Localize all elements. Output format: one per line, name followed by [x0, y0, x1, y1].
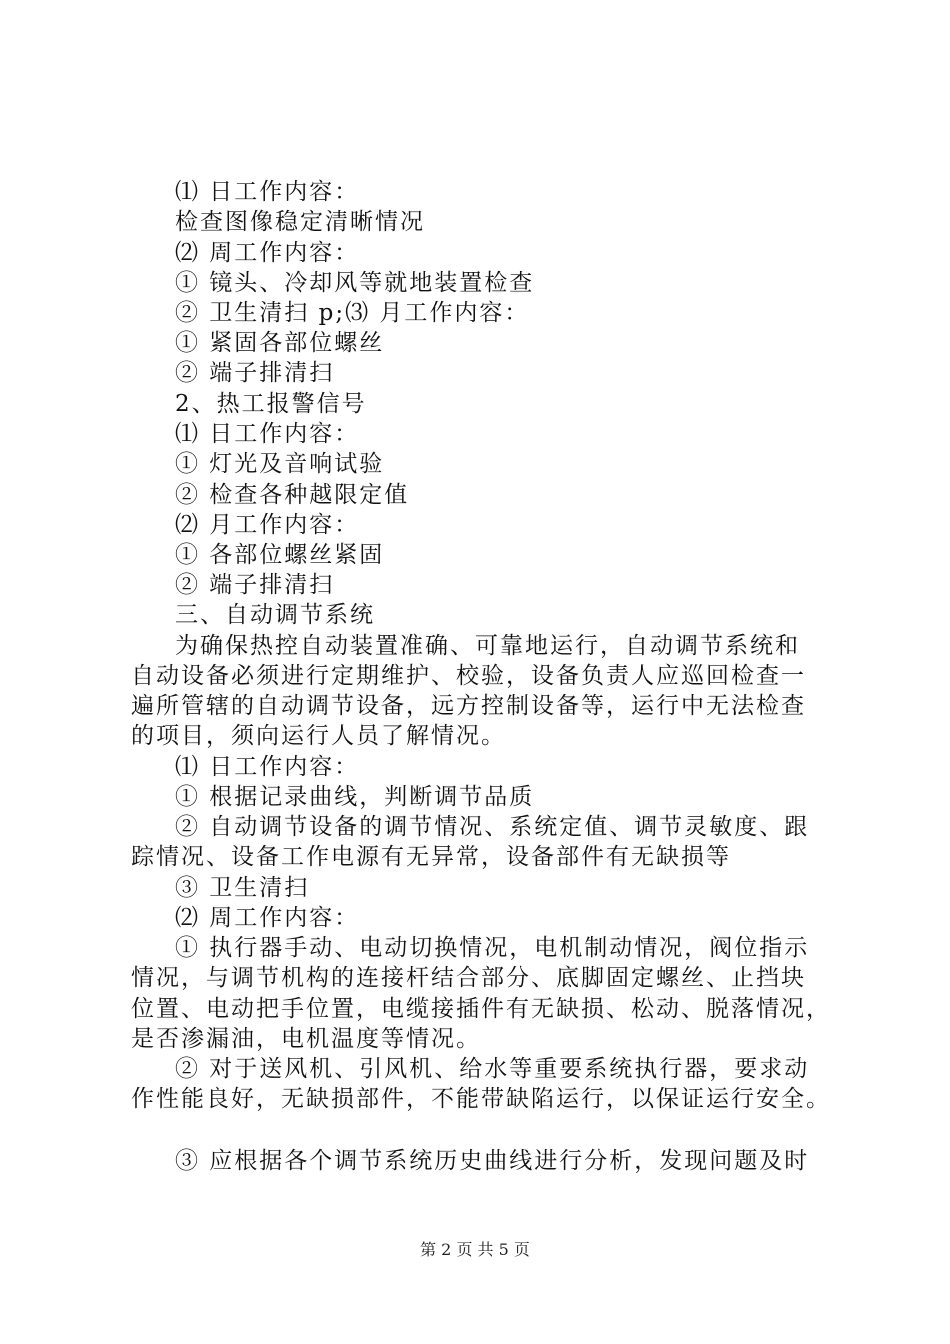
- text-line: ① 各部位螺丝紧固: [175, 542, 385, 568]
- section-heading: 三、自动调节系统: [175, 602, 375, 628]
- paragraph-line: 情况，与调节机构的连接杆结合部分、底脚固定螺丝、止挡块: [131, 965, 806, 991]
- page-number-footer: 第 2 页 共 5 页: [420, 1240, 530, 1259]
- text-line: ⑵ 周工作内容：: [175, 905, 360, 931]
- text-line: ① 根据记录曲线，判断调节品质: [175, 784, 535, 810]
- text-line: ② 检查各种越限定值: [175, 482, 410, 508]
- text-line: ② 端子排清扫: [175, 572, 335, 598]
- text-line: ⑵ 月工作内容：: [175, 512, 360, 538]
- paragraph-line: 位置、电动把手位置，电缆接插件有无缺损、松动、脱落情况，: [131, 996, 831, 1022]
- paragraph-line: 踪情况、设备工作电源有无异常，设备部件有无缺损等: [131, 844, 731, 870]
- text-line: ⑴ 日工作内容：: [175, 754, 360, 780]
- text-line: ⑴ 日工作内容：: [175, 421, 360, 447]
- text-line: ① 镜头、冷却风等就地装置检查: [175, 270, 535, 296]
- paragraph-line: 的项目，须向运行人员了解情况。: [131, 723, 506, 749]
- text-line: ② 卫生清扫 p;⑶ 月工作内容：: [175, 300, 530, 326]
- paragraph-line: 自动设备必须进行定期维护、校验，设备负责人应巡回检查一: [131, 663, 806, 689]
- paragraph-line: 遍所管辖的自动调节设备，远方控制设备等，运行中无法检查: [131, 693, 806, 719]
- text-line: ② 端子排清扫: [175, 360, 335, 386]
- text-line: ① 紧固各部位螺丝: [175, 330, 385, 356]
- paragraph-line: 作性能良好，无缺损部件，不能带缺陷运行，以保证运行安全。: [131, 1086, 831, 1112]
- text-line: 检查图像稳定清晰情况: [175, 209, 425, 235]
- text-line: ⑴ 日工作内容：: [175, 179, 360, 205]
- paragraph-line: ③ 应根据各个调节系统历史曲线进行分析，发现问题及时: [175, 1148, 810, 1174]
- paragraph-line: ② 自动调节设备的调节情况、系统定值、调节灵敏度、跟: [175, 814, 810, 840]
- text-line: ⑵ 周工作内容：: [175, 240, 360, 266]
- text-line: ③ 卫生清扫: [175, 875, 310, 901]
- paragraph-line: 是否渗漏油，电机温度等情况。: [131, 1026, 481, 1052]
- paragraph-line: ① 执行器手动、电动切换情况，电机制动情况，阀位指示: [175, 935, 810, 961]
- section-heading: 2、热工报警信号: [175, 391, 367, 417]
- paragraph-line: 为确保热控自动装置准确、可靠地运行，自动调节系统和: [175, 633, 800, 659]
- paragraph-line: ② 对于送风机、引风机、给水等重要系统执行器，要求动: [175, 1056, 810, 1082]
- text-line: ① 灯光及音响试验: [175, 451, 385, 477]
